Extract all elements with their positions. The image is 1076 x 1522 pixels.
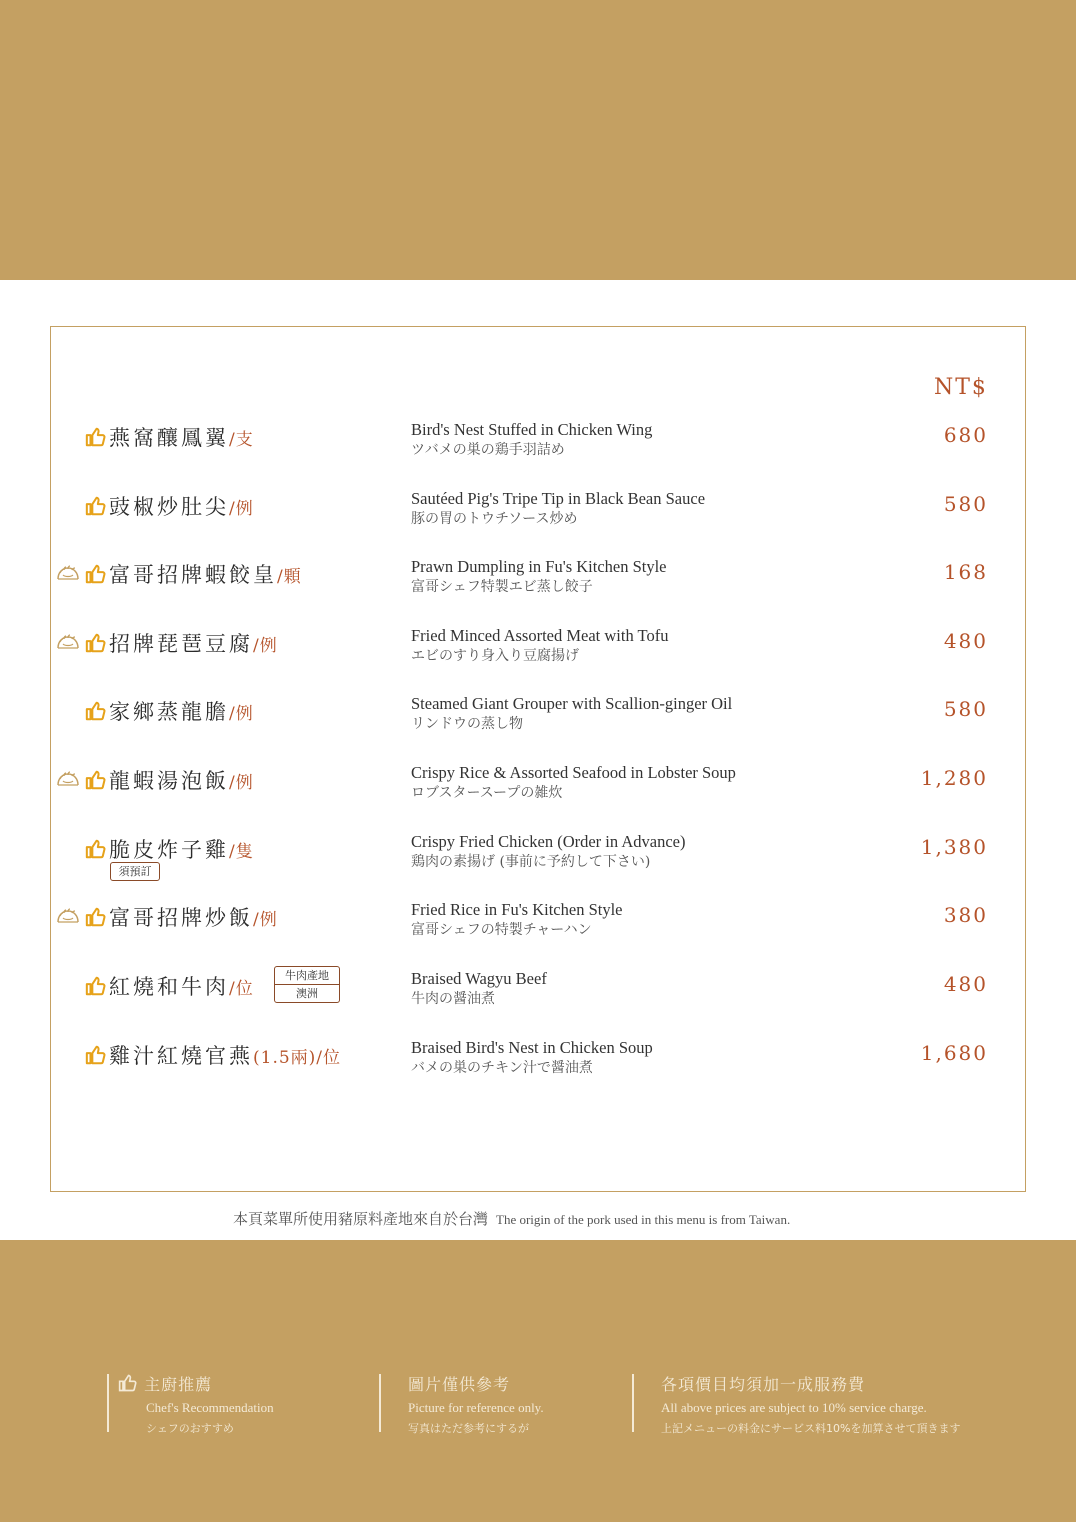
dish-name-en: Sautéed Pig's Tripe Tip in Black Bean Sauce: [411, 489, 706, 508]
menu-item: [0, 628, 1076, 688]
dish-name-zh: [109, 491, 254, 521]
thumbs-up-icon: [85, 1044, 107, 1066]
dish-price: 168: [943, 560, 988, 584]
dish-unit: /隻: [229, 842, 254, 862]
thumbs-up-icon: [85, 700, 107, 722]
dish-name-en: Fried Minced Assorted Meat with Tofu: [411, 626, 669, 645]
dish-name-zh: [109, 559, 302, 589]
menu-item: [0, 422, 1076, 482]
dish-unit: /例: [229, 773, 254, 793]
legend-chef-recommendation: [118, 1372, 274, 1436]
dish-name-jp: 鶏肉の素揚げ (事前に予約して下さい): [411, 854, 651, 870]
dish-unit: (1.5兩)/位: [253, 1048, 342, 1068]
thumbs-up-icon: [85, 426, 107, 448]
beef-origin-country: 澳洲: [275, 984, 339, 1002]
dish-name-zh: [109, 1040, 341, 1070]
pork-origin-zh: 本頁菜單所使用豬原料產地來自於台灣: [233, 1210, 489, 1228]
dish-price: 1,680: [920, 1041, 988, 1065]
dish-name: 招牌琵琶豆腐: [109, 632, 253, 656]
beef-origin-badge: [274, 966, 340, 1003]
thumbs-up-icon: [85, 495, 107, 517]
dish-unit: /位: [229, 979, 254, 999]
dish-name-en: Crispy Rice & Assorted Seafood in Lobster Soup: [411, 763, 736, 782]
dish-unit: /例: [229, 704, 254, 724]
dish-unit: /例: [253, 636, 278, 656]
dish-unit: /例: [229, 499, 254, 519]
thumbs-up-icon: [85, 563, 107, 585]
dish-name-jp: ツバメの巣の鶏手羽詰め: [411, 442, 565, 458]
legend-divider: [107, 1374, 109, 1432]
beef-origin-label: 牛肉產地: [285, 969, 329, 982]
dish-price: 1,380: [920, 835, 988, 859]
dish-price: 1,280: [920, 766, 988, 790]
menu-item: [0, 1040, 1076, 1100]
dish-name-zh: [109, 765, 254, 795]
dish-name-jp: ロブスタースープの雑炊: [411, 785, 563, 801]
legend-picture-reference: [408, 1372, 544, 1436]
dish-name: 燕窩釀鳳翼: [109, 426, 229, 450]
dish-name-en: Steamed Giant Grouper with Scallion-ginger Oil: [411, 694, 733, 713]
legend-en-1: Chef's Recommendation: [146, 1400, 274, 1415]
legend-divider: [632, 1374, 634, 1432]
dish-name-jp: 富哥シェフ特製エビ蒸し餃子: [411, 579, 593, 595]
legend-jp-3: 上記メニューの料金にサービス料10%を加算させて頂きます: [661, 1422, 961, 1435]
dish-name-zh: [109, 971, 254, 1001]
legend-divider: [379, 1374, 381, 1432]
legend-service-charge: [661, 1372, 960, 1436]
legend-en-2: Picture for reference only.: [408, 1400, 544, 1415]
pork-origin-en: The origin of the pork used in this menu is from Taiwan.: [496, 1212, 791, 1227]
dish-name-zh: [109, 628, 278, 658]
pork-origin-note: [233, 1208, 790, 1229]
dish-price: 580: [943, 492, 988, 516]
dish-name-en: Fried Rice in Fu's Kitchen Style: [411, 900, 623, 919]
menu-item: [0, 902, 1076, 962]
thumbs-up-icon: [85, 769, 107, 791]
currency-header: NT$: [934, 375, 988, 400]
thumbs-up-icon: [85, 632, 107, 654]
dish-price: 480: [943, 972, 988, 996]
dish-unit: /支: [229, 430, 254, 450]
dish-price: 680: [943, 423, 988, 447]
advance-order-badge: 須預訂: [110, 862, 160, 881]
dish-name: 豉椒炒肚尖: [109, 495, 229, 519]
menu-item: [0, 559, 1076, 619]
dish-name-zh: [109, 834, 254, 864]
dish-name: 雞汁紅燒官燕: [109, 1044, 253, 1068]
dish-name: 紅燒和牛肉: [109, 975, 229, 999]
dish-name-en: Prawn Dumpling in Fu's Kitchen Style: [411, 557, 667, 576]
legend-jp-1: シェフのおすすめ: [146, 1422, 234, 1435]
dish-unit: /顆: [277, 567, 302, 587]
dish-name: 富哥招牌炒飯: [109, 906, 253, 930]
dish-name-jp: エビのすり身入り豆腐揚げ: [411, 648, 579, 664]
dish-name: 家鄉蒸龍膽: [109, 700, 229, 724]
dish-name-en: Braised Wagyu Beef: [411, 969, 547, 988]
menu-item: [0, 971, 1076, 1031]
dish-name-jp: 富哥シェフの特製チャーハン: [411, 922, 592, 938]
dish-name: 脆皮炸子雞: [109, 838, 229, 862]
dim-sum-icon: [55, 904, 81, 930]
dim-sum-icon: [55, 630, 81, 656]
thumbs-up-icon: [85, 975, 107, 997]
menu-item: [0, 765, 1076, 825]
legend-title-3: 各項價目均須加一成服務費: [661, 1375, 866, 1394]
dish-price: 580: [943, 697, 988, 721]
dish-price: 480: [943, 629, 988, 653]
dish-name: 富哥招牌蝦餃皇: [109, 563, 277, 587]
dish-name: 龍蝦湯泡飯: [109, 769, 229, 793]
dish-name-zh: [109, 696, 254, 726]
dish-name-jp: バメの巣のチキン汁で醤油煮: [411, 1060, 593, 1076]
menu-item: [0, 834, 1076, 894]
dish-name-en: Bird's Nest Stuffed in Chicken Wing: [411, 420, 653, 439]
dim-sum-icon: [55, 767, 81, 793]
dish-name-jp: リンドウの蒸し物: [411, 716, 523, 732]
thumbs-up-icon: [85, 906, 107, 928]
thumbs-up-icon: [85, 838, 107, 860]
dish-name-en: Braised Bird's Nest in Chicken Soup: [411, 1038, 653, 1057]
thumbs-up-icon: [118, 1373, 138, 1393]
dish-name-jp: 牛肉の醤油煮: [411, 991, 495, 1007]
dish-name-jp: 豚の胃のトウチソース炒め: [411, 511, 578, 527]
dish-name-zh: [109, 422, 254, 452]
dish-price: 380: [943, 903, 988, 927]
dish-name-zh: [109, 902, 278, 932]
legend-en-3: All above prices are subject to 10% service charge.: [661, 1400, 927, 1415]
legend-title-1: 主廚推薦: [144, 1375, 213, 1394]
dim-sum-icon: [55, 561, 81, 587]
menu-item: [0, 696, 1076, 756]
top-gold-band: [0, 0, 1076, 280]
dish-unit: /例: [253, 910, 278, 930]
legend-title-2: 圖片僅供參考: [408, 1375, 511, 1394]
legend-jp-2: 写真はただ参考にするが: [408, 1422, 529, 1435]
dish-name-en: Crispy Fried Chicken (Order in Advance): [411, 832, 686, 851]
menu-item: [0, 491, 1076, 551]
